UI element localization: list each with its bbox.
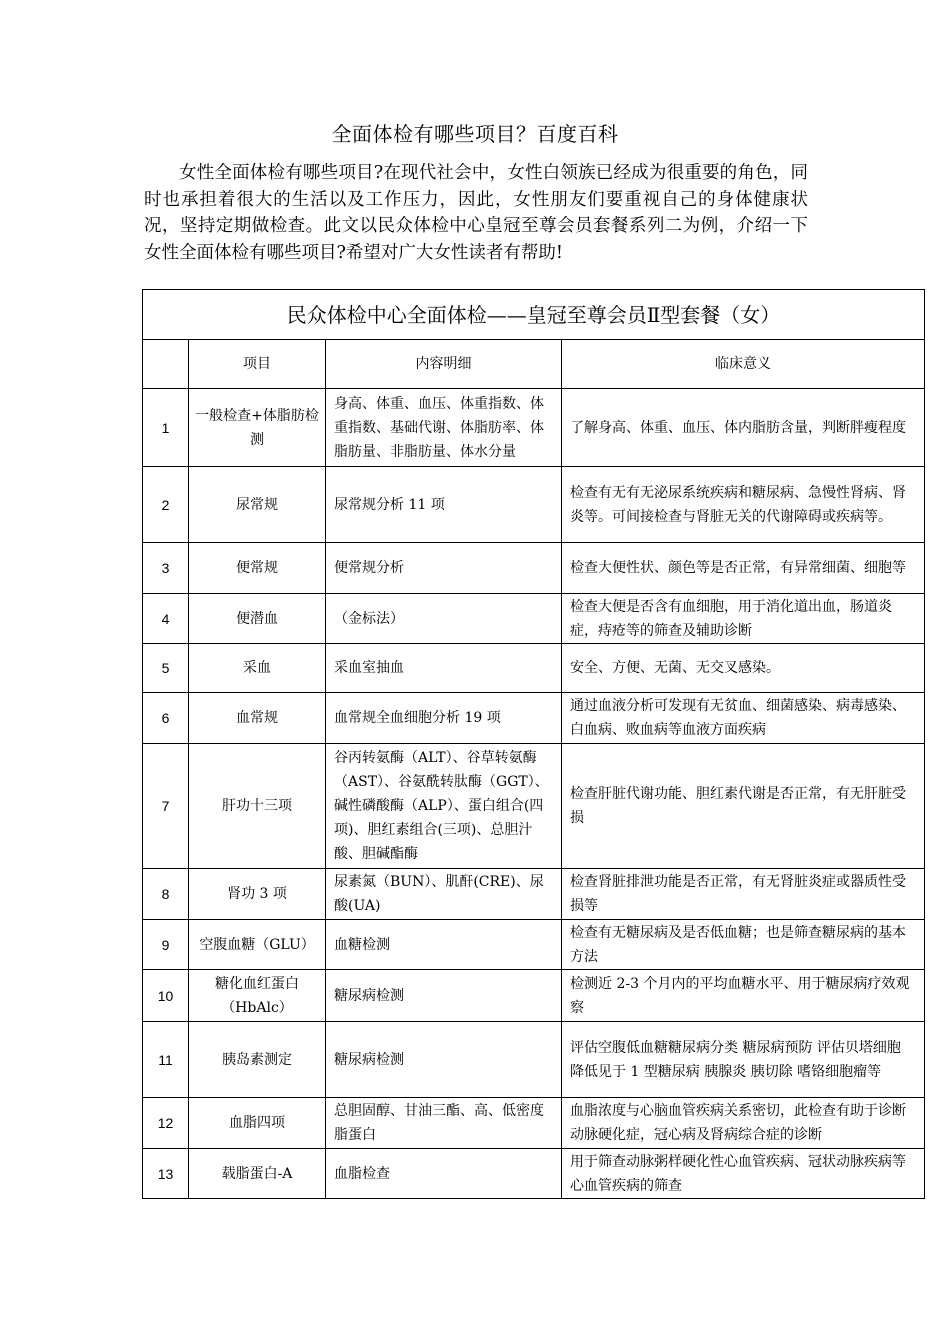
row-meaning: 评估空腹低血糖糖尿病分类 糖尿病预防 评估贝塔细胞 降低见于 1 型糖尿病 胰腺炎 胰切除 嗜铬细胞瘤等 [562,1022,925,1098]
row-meaning: 血脂浓度与心脑血管疾病关系密切，此检查有助于诊断动脉硬化症，冠心病及肾病综合症的诊断 [562,1098,925,1149]
row-item: 糖化血红蛋白（HbAlc） [189,970,326,1022]
checkup-table [142,289,925,1199]
row-detail: 糖尿病检测 [326,970,562,1022]
row-number: 7 [143,744,189,869]
header-detail: 内容明细 [326,340,562,389]
row-detail: 糖尿病检测 [326,1022,562,1098]
table-row [143,543,925,594]
row-item: 血常规 [189,693,326,744]
table-row [143,467,925,543]
row-item: 肾功 3 项 [189,869,326,920]
page-title: 全面体检有哪些项目？百度百科 [331,122,619,146]
row-item: 载脂蛋白-A [189,1149,326,1199]
header-no [143,340,189,389]
row-detail: 采血室抽血 [326,644,562,693]
row-item: 采血 [189,644,326,693]
row-number: 2 [143,467,189,543]
table-row [143,594,925,644]
table-row [143,1098,925,1149]
row-item: 肝功十三项 [189,744,326,869]
table-caption: 民众体检中心全面体检——皇冠至尊会员Ⅱ型套餐（女） [143,290,925,340]
row-detail: 便常规分析 [326,543,562,594]
table-row [143,1149,925,1199]
row-meaning: 安全、方便、无菌、无交叉感染。 [562,644,925,693]
row-detail: 尿素氮（BUN）、肌酐(CRE)、尿酸(UA) [326,869,562,920]
row-number: 12 [143,1098,189,1149]
row-number: 9 [143,920,189,970]
table-row [143,1022,925,1098]
row-detail: （金标法） [326,594,562,644]
row-item: 空腹血糖（GLU） [189,920,326,970]
row-number: 3 [143,543,189,594]
row-detail: 血脂检查 [326,1149,562,1199]
row-item: 尿常规 [189,467,326,543]
row-meaning: 检查有无有无泌尿系统疾病和糖尿病、急慢性肾病、肾炎等。可间接检查与肾脏无关的代谢障碍或疾病等。 [562,467,925,543]
row-number: 10 [143,970,189,1022]
row-item: 便潜血 [189,594,326,644]
row-number: 1 [143,389,189,467]
header-item: 项目 [189,340,326,389]
row-item: 便常规 [189,543,326,594]
row-number: 13 [143,1149,189,1199]
row-item: 一般检查+体脂肪检测 [189,389,326,467]
row-meaning: 通过血液分析可发现有无贫血、细菌感染、病毒感染、白血病、败血病等血液方面疾病 [562,693,925,744]
row-detail: 谷丙转氨酶（ALT）、谷草转氨酶（AST）、谷氨酰转肽酶（GGT）、碱性磷酸酶（ALP）、蛋白组合(四项)、胆红素组合(三项)、总胆汁酸、胆碱酯酶 [326,744,562,869]
row-detail: 总胆固醇、甘油三酯、高、低密度脂蛋白 [326,1098,562,1149]
table-row [143,970,925,1022]
row-detail: 血常规全血细胞分析 19 项 [326,693,562,744]
table-row [143,389,925,467]
row-meaning: 检查肝脏代谢功能、胆红素代谢是否正常，有无肝脏受损 [562,744,925,869]
row-meaning: 检查大便是否含有血细胞，用于消化道出血，肠道炎症，痔疮等的筛查及辅助诊断 [562,594,925,644]
row-number: 4 [143,594,189,644]
row-meaning: 检查肾脏排泄功能是否正常，有无肾脏炎症或器质性受损等 [562,869,925,920]
row-meaning: 检测近 2-3 个月内的平均血糖水平、用于糖尿病疗效观察 [562,970,925,1022]
table-header-row [143,340,925,389]
row-meaning: 检查有无糖尿病及是否低血糖；也是筛查糖尿病的基本方法 [562,920,925,970]
row-item: 胰岛素测定 [189,1022,326,1098]
row-number: 6 [143,693,189,744]
row-meaning: 检查大便性状、颜色等是否正常，有异常细菌、细胞等 [562,543,925,594]
row-item: 血脂四项 [189,1098,326,1149]
table-row [143,693,925,744]
table-row [143,920,925,970]
row-detail: 身高、体重、血压、体重指数、体重指数、基础代谢、体脂肪率、体脂肪量、非脂肪量、体水分量 [326,389,562,467]
intro-paragraph: 女性全面体检有哪些项目?在现代社会中，女性白领族已经成为很重要的角色，同时也承担着很大的生活以及工作压力，因此，女性朋友们要重视自己的身体健康状况，坚持定期做检查。此文以民众体检中心皇冠至尊会员套餐系列二为例，介绍一下女性全面体检有哪些项目?希望对广大女性读者有帮助! [144,163,808,263]
row-number: 8 [143,869,189,920]
row-meaning: 了解身高、体重、血压、体内脂肪含量，判断胖瘦程度 [562,389,925,467]
header-meaning: 临床意义 [562,340,925,389]
row-detail: 血糖检测 [326,920,562,970]
table-row [143,644,925,693]
table-row [143,869,925,920]
row-meaning: 用于筛查动脉粥样硬化性心血管疾病、冠状动脉疾病等心血管疾病的筛查 [562,1149,925,1199]
row-number: 11 [143,1022,189,1098]
table-row [143,744,925,869]
row-number: 5 [143,644,189,693]
row-detail: 尿常规分析 11 项 [326,467,562,543]
